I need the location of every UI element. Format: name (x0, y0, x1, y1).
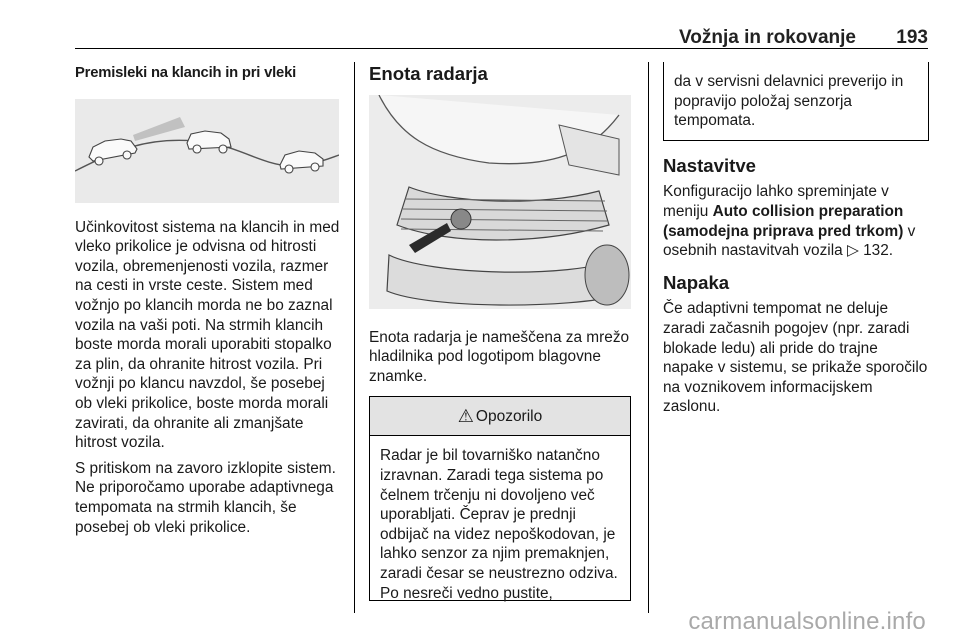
paragraph: Konfiguracijo lahko spreminjate v meniju Auto collision preparation (samodejna priprava pred trkom) v osebnih nastavitvah vozila ▷ 132. (663, 183, 916, 260)
section-heading: Enota radarja (369, 63, 488, 84)
column-divider (648, 62, 649, 613)
paragraph: S pritiskom na zavoro izklopite sistem. Ne priporočamo uporabe adaptivnega tempomata na strmih klancih, še posebej ob vleki prikolice. (75, 459, 336, 536)
column-2 (369, 64, 633, 601)
section-heading: Napaka (663, 271, 730, 293)
radar-unit-illustration (369, 95, 631, 309)
section-heading: Nastavitve (663, 154, 757, 176)
hill-illustration (75, 99, 339, 203)
warning-triangle-icon: ⚠ (457, 405, 474, 426)
column-1 (75, 64, 343, 537)
paragraph: Enota radarja je nameščena za mrežo hladilnika pod logotipom blagovne znamke. (369, 328, 630, 385)
warning-header (370, 397, 630, 436)
page-title: Vožnja in rokovanje (678, 27, 856, 48)
cars-on-hill-illustration (75, 99, 339, 203)
warning-continuation-box (663, 62, 929, 141)
warning-continuation-text: da v servisni delavnici preverijo in popravijo položaj senzorja tempomata. (674, 73, 904, 130)
page-reference: 132. (863, 242, 894, 260)
page-header (75, 26, 928, 49)
warning-box (369, 396, 631, 601)
subheading: Premisleki na klancih in pri vleki (75, 65, 297, 81)
warning-label: Opozorilo (475, 407, 543, 425)
column-3 (663, 64, 929, 417)
paragraph: Če adaptivni tempomat ne deluje zaradi začasnih pogojev (npr. zaradi blokade ledu) ali pride do trajne napake v sistemu, se prikaže sporočilo na voznikovem informacijskem zaslonu. (663, 300, 928, 416)
paragraph: Učinkovitost sistema na klancih in med vleko prikolice je odvisna od hitrosti vozila, obremenjenosti vozila, razmer na cesti in vrste ceste. Sistem med vožnjo po klancih morda ne bo zaznal vozila na vaši poti. Na strmih klancih boste morda morali uporabiti stopalko za plin, da ohranite hitrost vozila. Pri vožnji po klancu navzdol, še posebej ob vleki prikolice, boste morda morali zavirati, da ohranite ali zmanjšate hitrost vozila. (75, 218, 340, 452)
warning-text: Radar je bil tovarniško natančno izravnan. Zaradi tega sistema po čelnem trčenju ni dovoljeno več uporabljati. Čeprav je prednji odbijač na videz nepoškodovan, je lahko senzor za njim premaknjen, zaradi česar se neustrezno odziva. Po nesreči vedno pustite, (380, 447, 618, 602)
page-reference-triangle-icon: ▷ (846, 242, 859, 260)
watermark-url: carmanualsonline.info (688, 608, 926, 635)
column-divider (354, 62, 355, 613)
menu-item-name: Auto collision preparation (samodejna priprava pred trkom) (663, 202, 904, 240)
page-number: 193 (896, 27, 928, 48)
car-front-grille-illustration (369, 95, 631, 309)
